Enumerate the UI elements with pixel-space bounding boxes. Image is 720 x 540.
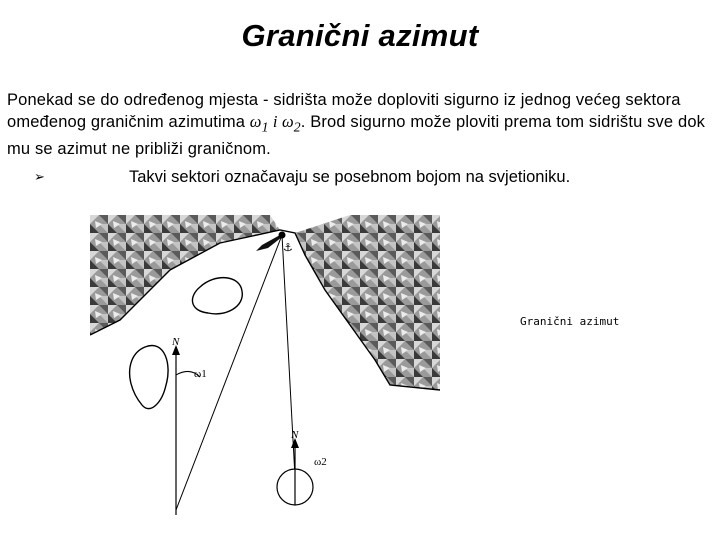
chart-figure bbox=[90, 215, 440, 540]
figure-caption: Granični azimut bbox=[520, 315, 620, 328]
slide-title: Granični azimut bbox=[241, 18, 479, 53]
para-text-1: Ponekad se do određenog mjesta - sidrišta može doploviti sigurno iz jednog većeg sektora omeđenog graničnim azimutima bbox=[7, 91, 681, 131]
north-label-2: N bbox=[291, 429, 299, 441]
island-left bbox=[130, 346, 168, 409]
anchor-icon: ⚓ bbox=[283, 241, 293, 254]
bullet-arrow-icon: ➢ bbox=[34, 169, 45, 184]
omega-subscript-1: 1 bbox=[261, 119, 269, 135]
omega-symbol-2: ω bbox=[281, 112, 294, 131]
coast-right-shading bbox=[295, 215, 440, 390]
omega2-label: ω2 bbox=[314, 456, 327, 468]
bullet-text: Takvi sektori označavaju se posebnom bojom na svjetioniku. bbox=[129, 168, 571, 186]
north-label-1: N bbox=[172, 336, 180, 348]
island-small bbox=[192, 278, 242, 314]
para-text-2: . Brod sigurno može ploviti prema tom sidrištu sve dok mu se azimut ne približi graničnom. bbox=[7, 113, 706, 159]
omega-subscript-2: 2 bbox=[293, 119, 301, 135]
coast-left-shading bbox=[90, 215, 280, 335]
omega1-label: ω1 bbox=[194, 368, 207, 380]
omega-symbol-1: ω bbox=[249, 112, 262, 131]
intro-paragraph bbox=[7, 89, 713, 160]
anchorage-jetty bbox=[256, 235, 282, 251]
and-word: i bbox=[268, 112, 282, 131]
